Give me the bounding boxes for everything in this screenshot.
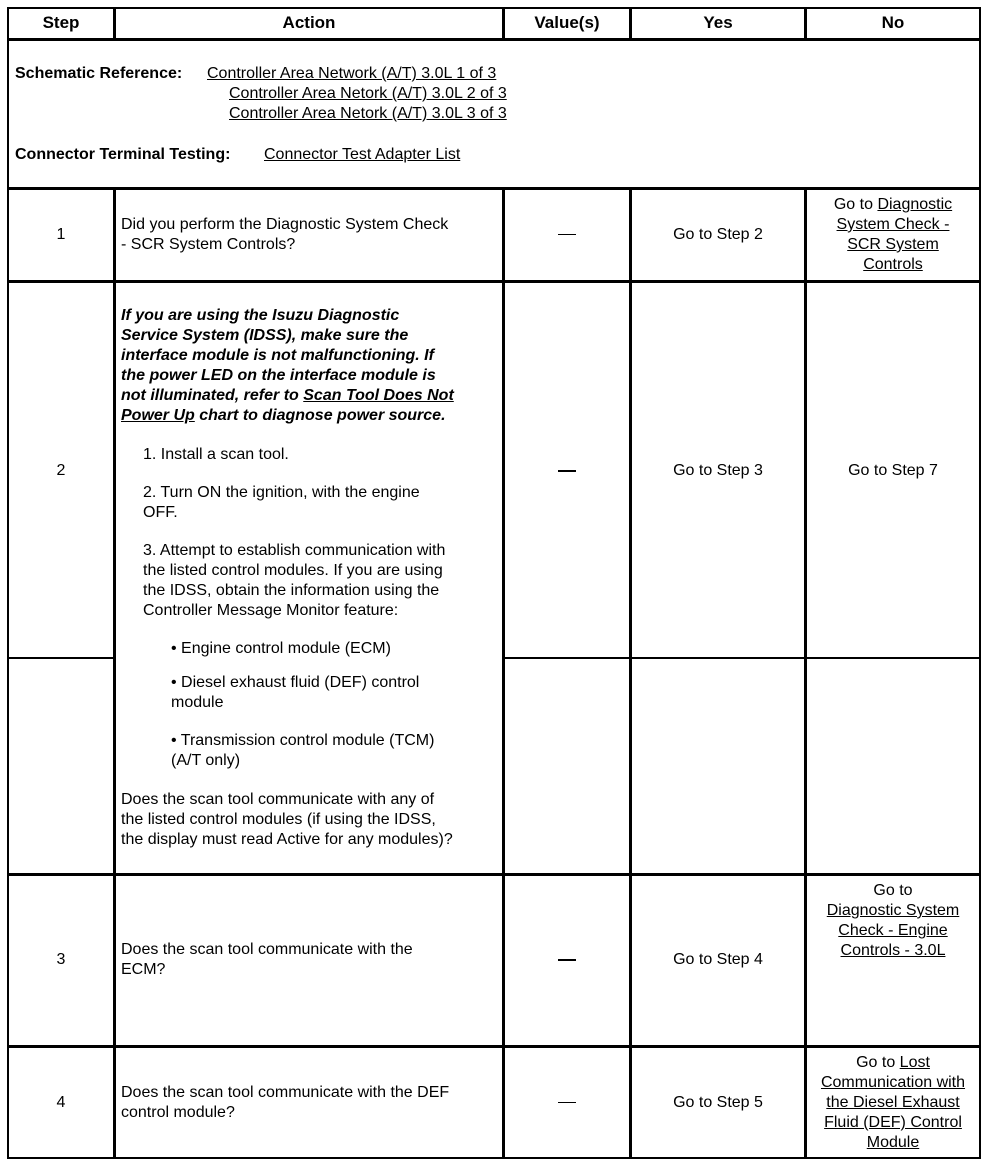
lost-communication-def-link[interactable]: Communication with <box>820 1074 966 1091</box>
action-text: Does the scan tool communicate with the DEF control module? <box>121 1084 450 1121</box>
procedure-step: 2. Turn ON the ignition, with the engine OFF. <box>143 484 420 521</box>
scan-tool-does-not-power-up-link[interactable]: Scan Tool Does Not <box>303 387 454 404</box>
rule <box>804 188 807 1159</box>
step-number: 3 <box>56 951 66 968</box>
yes-result: Go to Step 5 <box>673 1094 763 1111</box>
action-text: Did you perform the Diagnostic System Check - SCR System Controls? <box>121 216 449 253</box>
rule <box>7 873 981 876</box>
diagnostic-system-check-scr-link[interactable]: System Check - <box>836 216 950 233</box>
diagnostic-system-check-engine-link[interactable]: Diagnostic System <box>826 902 960 919</box>
no-result: Go to Diagnostic System Check - SCR System Controls <box>833 196 953 273</box>
yes-result: Go to Step 3 <box>673 462 763 479</box>
schematic-link-2[interactable]: Controller Area Netork (A/T) 3.0L 2 of 3 <box>229 85 507 102</box>
rule <box>503 657 981 659</box>
schematic-link-3[interactable]: Controller Area Netork (A/T) 3.0L 3 of 3 <box>229 105 507 122</box>
rule <box>7 1045 981 1048</box>
header-yes: Yes <box>703 13 733 32</box>
header-no: No <box>881 13 905 32</box>
header-values: Value(s) <box>534 13 600 32</box>
step-number: 4 <box>56 1094 66 1111</box>
rule <box>7 280 981 283</box>
yes-result: Go to Step 2 <box>673 226 763 243</box>
schematic-link-1[interactable]: Controller Area Network (A/T) 3.0L 1 of 3 <box>207 65 497 82</box>
value-dash <box>505 225 629 245</box>
connector-testing-label: Connector Terminal Testing: <box>15 146 231 163</box>
no-result: Go to Diagnostic System Check - Engine Controls - 3.0L <box>826 882 960 959</box>
connector-test-adapter-link[interactable]: Connector Test Adapter List <box>264 146 461 163</box>
rule <box>7 187 981 190</box>
schematic-reference-label: Schematic Reference: <box>15 65 183 82</box>
scan-tool-does-not-power-up-link[interactable]: Power Up <box>121 407 195 424</box>
rule <box>629 188 632 1159</box>
step-number: 1 <box>56 226 66 243</box>
no-result: Go to Step 7 <box>848 462 938 479</box>
rule <box>7 38 981 41</box>
header-step: Step <box>42 13 80 32</box>
rule <box>502 188 505 1159</box>
rule <box>7 657 115 659</box>
value-dash <box>505 1093 629 1113</box>
diagnostic-system-check-scr-link[interactable]: Diagnostic <box>877 196 953 213</box>
diagnostic-system-check-scr-link[interactable]: Controls <box>863 256 923 273</box>
no-result: Go to Lost Communication with the Diesel Exhaust Fluid (DEF) Control Module <box>820 1054 966 1151</box>
lost-communication-def-link[interactable]: Fluid (DEF) Control <box>824 1114 962 1131</box>
procedure-step: 1. Install a scan tool. <box>143 446 289 463</box>
module-bullet: • Diesel exhaust fluid (DEF) control module <box>171 674 420 711</box>
diagnostic-system-check-engine-link[interactable]: Check - Engine <box>838 922 948 939</box>
idss-caution-note: If you are using the Isuzu Diagnostic Service System (IDSS), make sure the interface module is not malfunctioning. If the power LED on the interface module is not illuminated, refer to Scan Tool Does Not Power Up chart to diagnose power source. <box>121 307 454 424</box>
step-number: 2 <box>56 462 66 479</box>
header-action: Action <box>282 13 336 32</box>
procedure-step: 3. Attempt to establish communication with the listed control modules. If you are using the IDSS, obtain the information using the Controller Message Monitor feature: <box>143 542 446 619</box>
lost-communication-def-link[interactable]: Module <box>866 1134 920 1151</box>
lost-communication-def-link[interactable]: Lost <box>899 1054 930 1071</box>
module-bullet: • Engine control module (ECM) <box>171 640 391 657</box>
value-dash <box>505 950 629 970</box>
module-bullet: • Transmission control module (TCM) (A/T only) <box>171 732 435 769</box>
rule <box>113 188 116 1159</box>
diagnostic-system-check-engine-link[interactable]: Controls - 3.0L <box>840 942 946 959</box>
yes-result: Go to Step 4 <box>673 951 763 968</box>
lost-communication-def-link[interactable]: the Diesel Exhaust <box>826 1094 960 1111</box>
action-text: Does the scan tool communicate with the ECM? <box>121 941 413 978</box>
diagnostic-system-check-scr-link[interactable]: SCR System <box>847 236 939 253</box>
action-question: Does the scan tool communicate with any of the listed control modules (if using the IDSS, the display must read Active for any modules)? <box>121 791 453 848</box>
value-dash <box>505 461 629 481</box>
